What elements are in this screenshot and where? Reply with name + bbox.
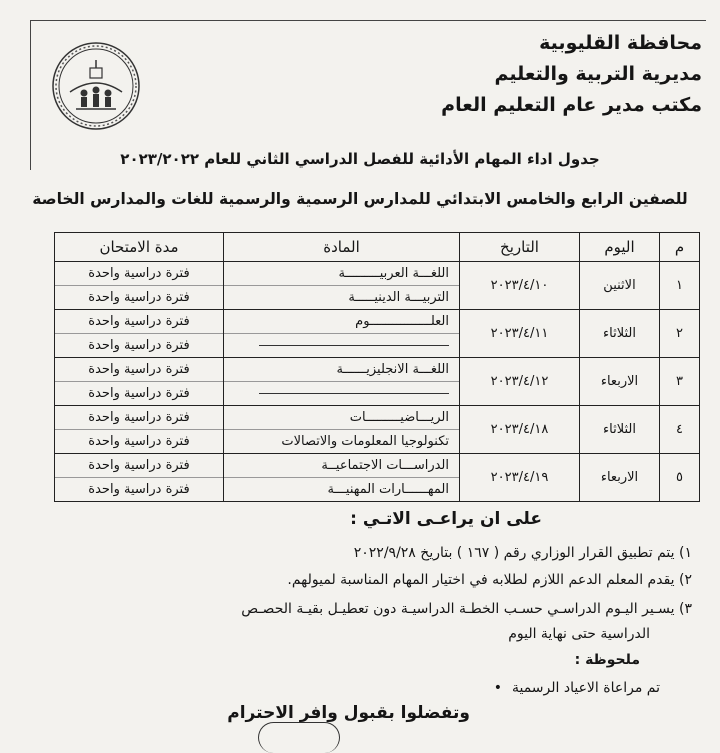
- remark-label: ملحوظة :: [574, 652, 640, 668]
- subject-cell: العلــــــــــــــــوم: [224, 310, 459, 334]
- subject-cell: الريـــاضيـــــــــات: [224, 406, 459, 430]
- row-day: الثلاثاء: [580, 310, 660, 358]
- exam-schedule-table: [54, 232, 700, 502]
- subject-blank-line: [224, 334, 459, 357]
- governorate-name: محافظة القليوبية: [539, 32, 702, 54]
- col-header-duration: مدة الامتحان: [55, 233, 224, 262]
- row-date: ٢٠٢٣/٤/١٩: [460, 454, 580, 502]
- note-item: الدراسية حتى نهاية اليوم: [508, 626, 650, 642]
- row-number: ٣: [660, 358, 700, 406]
- directorate-name: مديرية التربية والتعليم: [494, 63, 702, 85]
- subject-cell: تكنولوجيا المعلومات والاتصالات: [281, 434, 449, 449]
- row-date: ٢٠٢٣/٤/١٢: [460, 358, 580, 406]
- row-number: ٥: [660, 454, 700, 502]
- row-number: ٤: [660, 406, 700, 454]
- row-number: ١: [660, 262, 700, 310]
- signature-mark: [258, 722, 340, 753]
- ministry-seal-icon: [50, 40, 142, 132]
- row-durations: [55, 454, 224, 502]
- col-header-subject: المادة: [224, 233, 460, 262]
- table-row: [55, 454, 700, 502]
- row-day: الثلاثاء: [580, 406, 660, 454]
- row-date: ٢٠٢٣/٤/١١: [460, 310, 580, 358]
- table-row: [55, 358, 700, 406]
- duration-cell: فترة دراسية واحدة: [55, 406, 223, 430]
- subject-cell: الدراســـات الاجتماعيــة: [224, 454, 459, 478]
- row-subjects: [224, 262, 460, 310]
- subject-blank-line: [224, 382, 459, 405]
- duration-cell: فترة دراسية واحدة: [88, 482, 190, 497]
- frame-top-border: [30, 20, 706, 21]
- row-subjects: [224, 406, 460, 454]
- row-date: ٢٠٢٣/٤/١٨: [460, 406, 580, 454]
- notes-heading: على ان يراعـى الاتـي :: [350, 509, 542, 529]
- note-item: ٢) يقدم المعلم الدعم اللازم لطلابه في اختيار المهام المناسبة لميولهم.: [287, 572, 692, 588]
- duration-cell: فترة دراسية واحدة: [88, 434, 190, 449]
- duration-cell: فترة دراسية واحدة: [88, 338, 190, 353]
- table-row: [55, 262, 700, 310]
- duration-cell: فترة دراسية واحدة: [55, 262, 223, 286]
- row-durations: [55, 358, 224, 406]
- row-subjects: [224, 310, 460, 358]
- subject-cell: اللغـــة العربيـــــــــة: [224, 262, 459, 286]
- col-header-day: اليوم: [580, 233, 660, 262]
- duration-cell: فترة دراسية واحدة: [88, 290, 190, 305]
- row-durations: [55, 310, 224, 358]
- closing-line: وتفضلوا بقبول وافر الاحترام: [227, 703, 470, 723]
- row-day: الاثنين: [580, 262, 660, 310]
- row-durations: [55, 262, 224, 310]
- row-day: الاربعاء: [580, 358, 660, 406]
- remark-bullet: تم مراعاة الاعياد الرسمية •: [494, 680, 660, 696]
- col-header-date: التاريخ: [460, 233, 580, 262]
- row-subjects: [224, 358, 460, 406]
- duration-cell: فترة دراسية واحدة: [55, 310, 223, 334]
- row-date: ٢٠٢٣/٤/١٠: [460, 262, 580, 310]
- office-name: مكتب مدير عام التعليم العام: [441, 94, 702, 116]
- duration-cell: فترة دراسية واحدة: [55, 358, 223, 382]
- letterhead: [441, 28, 702, 121]
- schedule-subtitle: للصفين الرابع والخامس الابتدائي للمدارس الرسمية والرسمية للغات والمدارس الخاصة: [32, 190, 688, 208]
- table-header-row: [55, 233, 700, 262]
- row-subjects: [224, 454, 460, 502]
- duration-cell: فترة دراسية واحدة: [55, 454, 223, 478]
- row-day: الاربعاء: [580, 454, 660, 502]
- col-header-num: م: [660, 233, 700, 262]
- row-number: ٢: [660, 310, 700, 358]
- frame-left-border: [30, 20, 31, 170]
- table-row: [55, 406, 700, 454]
- table-row: [55, 310, 700, 358]
- subject-cell: التربيـــة الدينيـــــة: [348, 290, 449, 305]
- duration-cell: فترة دراسية واحدة: [88, 386, 190, 401]
- schedule-title: جدول اداء المهام الأدائية للفصل الدراسي الثاني للعام ٢٠٢٣/٢٠٢٢: [120, 150, 600, 168]
- note-item: ١) يتم تطبيق القرار الوزاري رقم ( ١٦٧ ) بتاريخ ٢٠٢٢/٩/٢٨: [353, 545, 692, 561]
- note-item: ٣) يسـير اليـوم الدراسـي حسـب الخطـة الدراسيـة دون تعطيـل بقيـة الحصـص: [241, 601, 692, 617]
- subject-cell: اللغـــة الانجليزيــــــة: [224, 358, 459, 382]
- row-durations: [55, 406, 224, 454]
- subject-cell: المهــــــارات المهنيـــة: [327, 482, 449, 497]
